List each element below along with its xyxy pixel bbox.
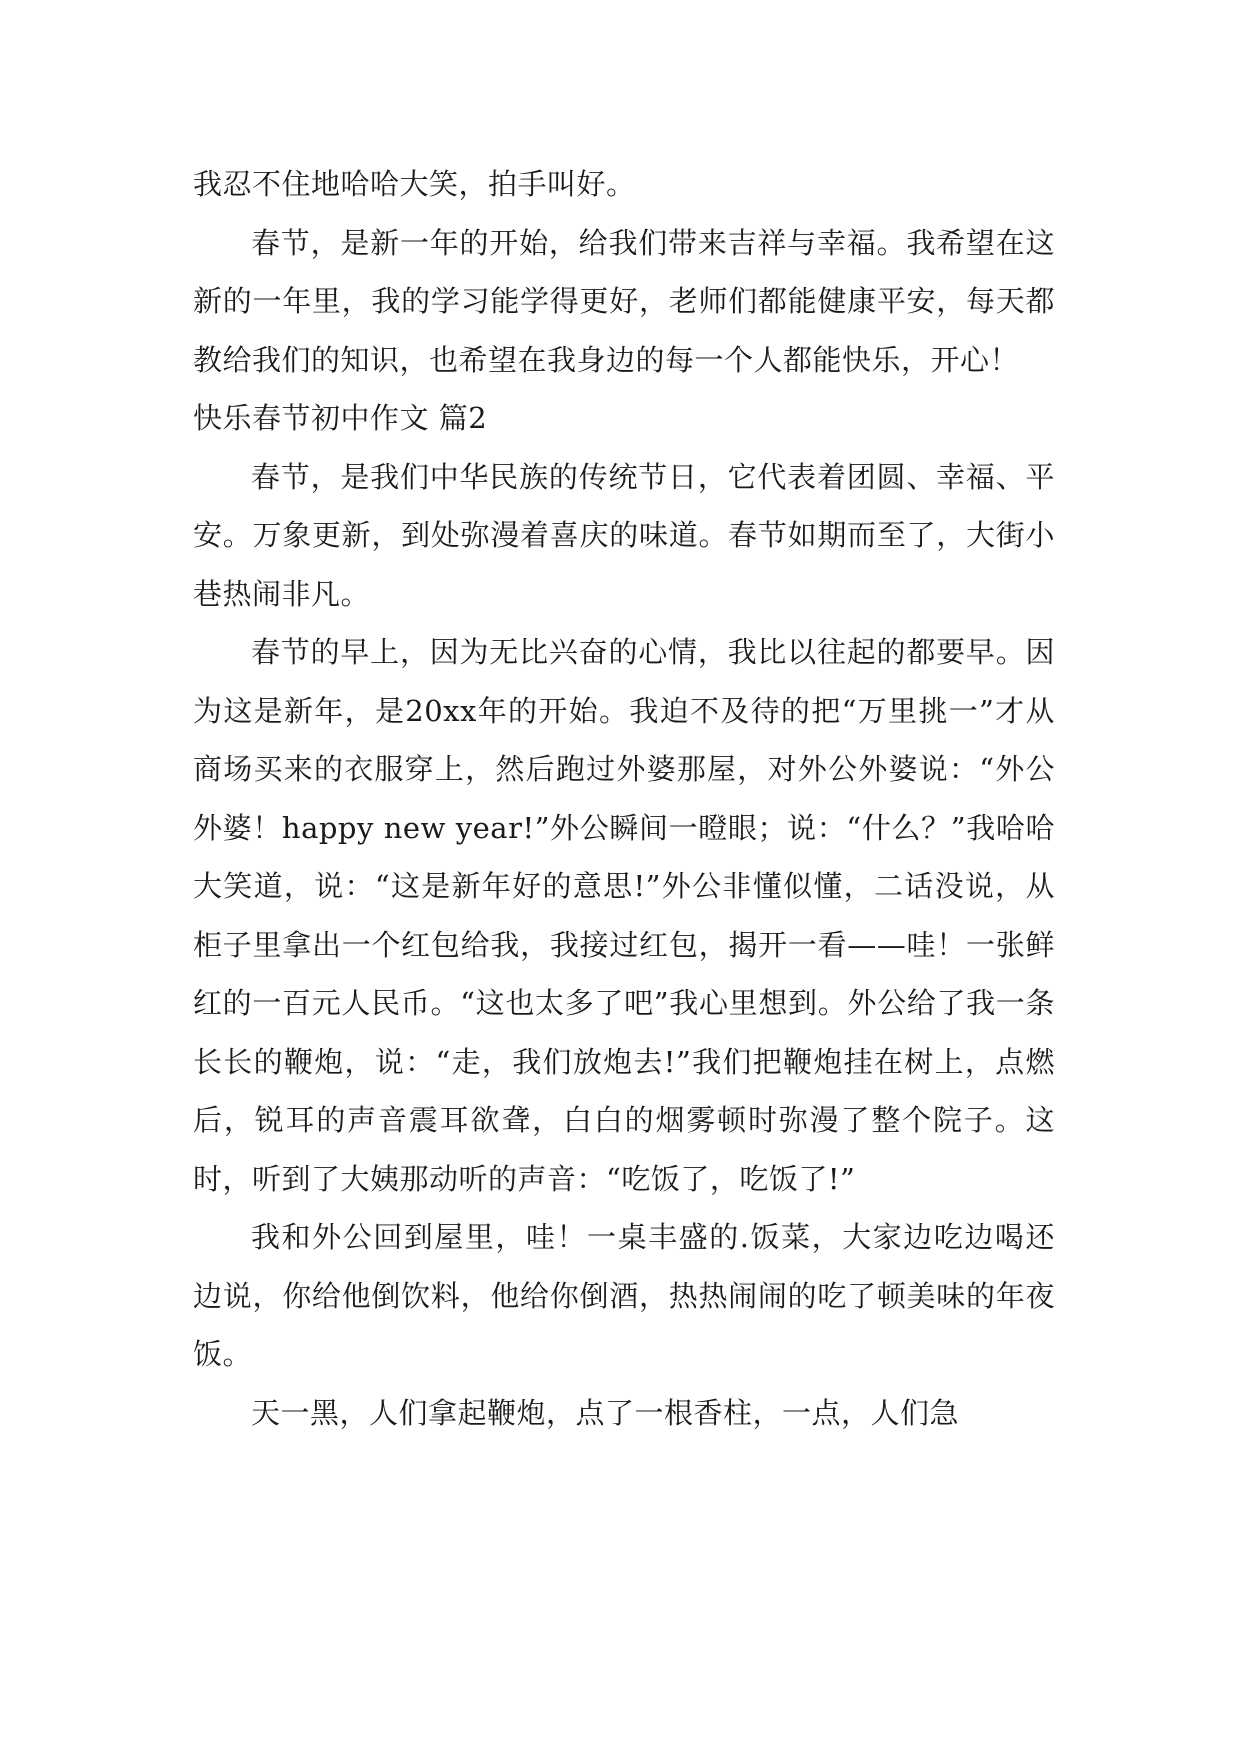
paragraph: 春节的早上，因为无比兴奋的心情，我比以往起的都要早。因为这是新年，是20xx年的开始。我迫不及待的把“万里挑一”才从商场买来的衣服穿上，然后跑过外婆那屋，对外公外婆说：“外公外婆！happy new year!”外公瞬间一瞪眼；说：“什么？”我哈哈大笑道，说：“这是新年好的意思!”外公非懂似懂，二话没说，从柜子里拿出一个红包给我，我接过红包，揭开一看——哇！一张鲜红的一百元人民币。“这也太多了吧”我心里想到。外公给了我一条长长的鞭炮，说：“走，我们放炮去!”我们把鞭炮挂在树上，点燃后，锐耳的声音震耳欲聋，白白的烟雾顿时弥漫了整个院子。这时，听到了大姨那动听的声音：“吃饭了，吃饭了!” bbox=[193, 635, 1055, 1196]
paragraph-continuation: 我忍不住地哈哈大笑，拍手叫好。 bbox=[193, 167, 636, 201]
section-title: 快乐春节初中作文 篇2 bbox=[193, 401, 488, 435]
paragraph: 天一黑，人们拿起鞭炮，点了一根香柱，一点，人们急 bbox=[251, 1395, 960, 1430]
paragraph: 春节，是新一年的开始，给我们带来吉祥与幸福。我希望在这新的一年里，我的学习能学得更好，老师们都能健康平安，每天都教给我们的知识，也希望在我身边的每一个人都能快乐，开心！ bbox=[193, 225, 1055, 377]
document-page bbox=[193, 155, 1055, 1442]
paragraph: 春节，是我们中华民族的传统节日，它代表着团圆、幸福、平安。万象更新，到处弥漫着喜庆的味道。春节如期而至了，大街小巷热闹非凡。 bbox=[193, 459, 1055, 611]
paragraph: 我和外公回到屋里，哇！一桌丰盛的.饭菜，大家边吃边喝还边说，你给他倒饮料，他给你倒酒，热热闹闹的吃了顿美味的年夜饭。 bbox=[193, 1220, 1055, 1371]
